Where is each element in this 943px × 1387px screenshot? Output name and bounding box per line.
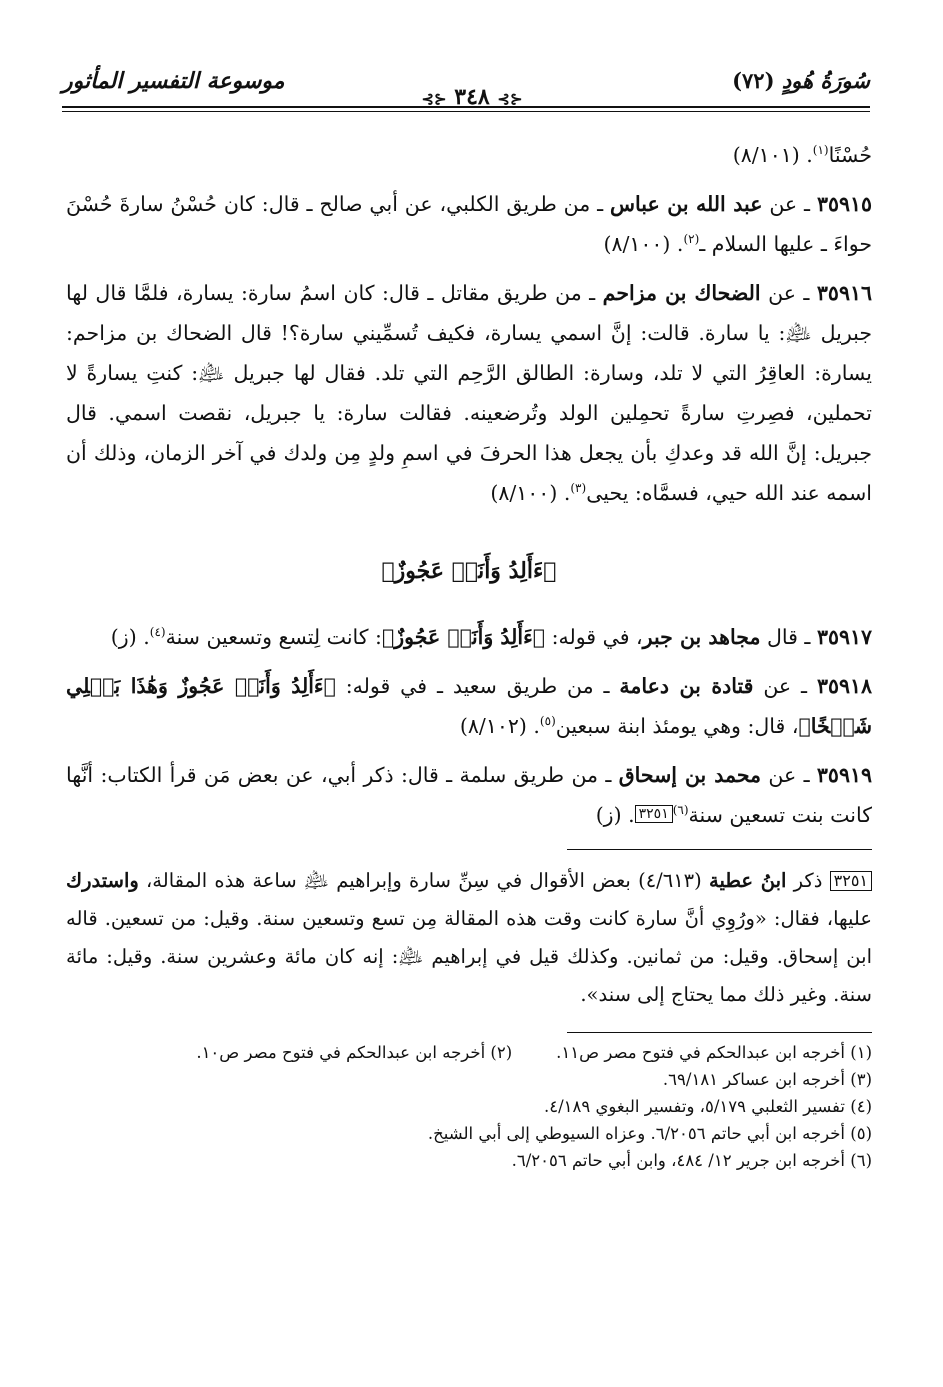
note-keyword: واستدرك bbox=[66, 869, 139, 892]
footnote-2: (٢) أخرجه ابن عبدالحكم في فتوح مصر ص١٠. bbox=[196, 1043, 513, 1062]
note-tag: ٣٢٥١ bbox=[830, 871, 872, 891]
sura-name: سُورَةُ هُودٍ bbox=[781, 68, 870, 93]
sura-label bbox=[732, 68, 870, 93]
quran-quote: ﴿ءَأَلِدُ وَأَنَا۠ عَجُوزٌ وَهَٰذَا بَعۡلِي شَيۡخًا﴾ bbox=[66, 674, 872, 738]
footnote-5: (٥) أخرجه ابن أبي حاتم ٦/٢٠٥٦. وعزاه السيوطي إلى أبي الشيخ. bbox=[427, 1124, 872, 1143]
footnote-marker: (٢) bbox=[683, 232, 700, 247]
header-rule bbox=[62, 106, 870, 108]
report-35916: ٣٥٩١٦ ـ عن الضحاك بن مزاحم ـ من طريق مقاتل ـ قال: كان اسمُ سارة: يسارة، فلمَّا قال لها جبريل ﵇: يا سارة. قالت: إنَّ اسمي يسارة، فكيف تُسمِّيني سارة؟! قال الضحاك بن مزاحم: يسارة: العاقِرُ التي لا تلد، وسارة: الطالق الرَّحِم التي تلد. فقال لها جبريل ﵇: كنتِ يسارةً لا تحملين، فصِرتِ سارةً تحمِلين الولد وتُرضعينه. فقالت سارة: يا جبريل، نقصت اسمي. قال جبريل: إنَّ الله قد وعدكِ بأن يجعل هذا الحرفَ في اسمِ ولدٍ مِن ولدك في آخر الزمان، وذلك أن اسمه عند الله حيي، فسمَّاه: يحيى$^{(٣)}$. (٨/١٠٠) bbox=[66, 281, 872, 505]
ornament-icon: ⊰⊱ bbox=[421, 90, 447, 108]
footnote-marker: (٦) bbox=[672, 803, 689, 818]
quran-quote: ﴿ءَأَلِدُ وَأَنَا۠ عَجُوزٌ﴾ bbox=[381, 625, 546, 649]
page-header bbox=[62, 62, 870, 114]
report-number: ٣٥٩١٥ bbox=[816, 192, 872, 216]
ornament-icon: ⊰⊱ bbox=[497, 90, 523, 108]
report-number: ٣٥٩١٦ bbox=[816, 281, 872, 305]
narrator-name: محمد بن إسحاق bbox=[618, 763, 762, 787]
volume-reference: (ز) bbox=[595, 803, 622, 827]
report-35918: ٣٥٩١٨ ـ عن قتادة بن دعامة ـ من طريق سعيد ـ في قوله: ﴿ءَأَلِدُ وَأَنَا۠ عَجُوزٌ وَهَٰذَا بَعۡلِي شَيۡخًا﴾، قال: وهي يومئذ ابنة سبعين$^{(٥)}$. (٨/١٠٢) bbox=[66, 674, 872, 738]
footnotes bbox=[66, 1039, 872, 1174]
header-rule bbox=[62, 111, 870, 112]
verse-heading: ﴿ءَأَلِدُ وَأَنَا۠ عَجُوزٌ﴾ bbox=[381, 558, 557, 584]
note-tag: ٣٢٥١ bbox=[635, 805, 673, 823]
report-35915: ٣٥٩١٥ ـ عن عبد الله بن عباس ـ من طريق الكلبي، عن أبي صالح ـ قال: كان حُسْنُ سارةَ حُسْنَ حواءَ ـ عليها السلام ـ$^{(٢)}$. (٨/١٠٠) bbox=[66, 192, 872, 256]
footnote-marker: (٤) bbox=[149, 625, 166, 640]
report-number: ٣٥٩١٧ bbox=[816, 625, 872, 649]
footnote-3: (٣) أخرجه ابن عساكر ٦٩/١٨١. bbox=[662, 1070, 872, 1089]
footnote-marker: (٥) bbox=[539, 714, 556, 729]
report-number: ٣٥٩١٨ bbox=[816, 674, 872, 698]
footnote-4: (٤) تفسير الثعلبي ٥/١٧٩، وتفسير البغوي ٤/١٨٩. bbox=[543, 1097, 872, 1116]
report-35917: ٣٥٩١٧ ـ قال مجاهد بن جبر، في قوله: ﴿ءَأَلِدُ وَأَنَا۠ عَجُوزٌ﴾: كانت لِتسع وتسعين سنة$^{(٤)}$. (ز) bbox=[110, 625, 872, 649]
volume-reference: (٨/١٠١) bbox=[732, 143, 800, 167]
narrator-name: قتادة بن دعامة bbox=[619, 674, 754, 698]
footnotes-divider bbox=[567, 1032, 872, 1033]
page-number: ٣٤٨ bbox=[454, 84, 490, 110]
footnote-marker: (١) bbox=[812, 143, 829, 158]
volume-reference: (٨/١٠٢) bbox=[459, 714, 527, 738]
volume-reference: (ز) bbox=[110, 625, 137, 649]
intro-line: حُسْنًا$^{(١)}$. (٨/١٠١) bbox=[732, 143, 872, 167]
volume-reference: (٨/١٠٠) bbox=[490, 481, 558, 505]
footnote-row bbox=[66, 1039, 872, 1066]
note-divider bbox=[567, 849, 872, 850]
narrator-name: مجاهد بن جبر bbox=[642, 625, 761, 649]
footnote-marker: (٣) bbox=[570, 481, 587, 496]
report-number: ٣٥٩١٩ bbox=[816, 763, 872, 787]
footnote-6: (٦) أخرجه ابن جرير ١٢/ ٤٨٤، وابن أبي حاتم ٦/٢٠٥٦. bbox=[511, 1151, 872, 1170]
page-body bbox=[66, 135, 872, 1174]
editor-note: ٣٢٥١ ذكر ابنُ عطية (٤/٦١٣) بعض الأقوال في سِنِّ سارة وإبراهيم ﵇ ساعة هذه المقالة، واستدرك عليها، فقال: «ورُوِي أنَّ سارة كانت وقت هذه المقالة مِن تسع وتسعين سنة. وقيل: من تسعين. قاله ابن إسحاق. وقيل: من ثمانين. وكذلك قيل في إبراهيم ﵇: إنه كان مائة وعشرين سنة. وقيل: مائة سنة. وغير ذلك مما يحتاج إلى سند». bbox=[66, 869, 872, 1006]
book-title: موسوعة التفسير المأثور bbox=[62, 68, 285, 94]
narrator-name: الضحاك بن مزاحم bbox=[602, 281, 761, 305]
narrator-name: عبد الله بن عباس bbox=[610, 192, 763, 216]
footnote-1: (١) أخرجه ابن عبدالحكم في فتوح مصر ص١١. bbox=[556, 1043, 872, 1062]
sura-number: (٧٢) bbox=[732, 68, 775, 93]
report-35919: ٣٥٩١٩ ـ عن محمد بن إسحاق ـ من طريق سلمة ـ قال: ذكر أبي، عن بعض مَن قرأ الكتاب: أنَّها كانت بنت تسعين سنة$^{(٦)}$٣٢٥١. (ز) bbox=[66, 763, 872, 827]
scholar-name: ابنُ عطية bbox=[708, 869, 787, 892]
volume-reference: (٨/١٠٠) bbox=[603, 232, 671, 256]
